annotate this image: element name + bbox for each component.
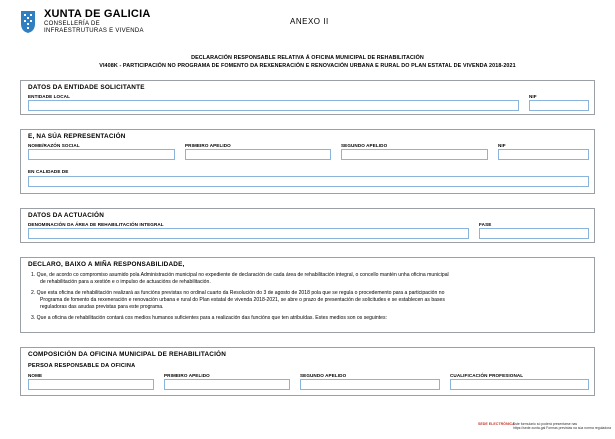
rep-capacity-label: EN CALIDADE DE [28, 169, 69, 174]
decl-item-2c: reguladoras das axudas previstas para este programa. [40, 304, 164, 310]
action-area-field[interactable] [28, 228, 469, 239]
decl-item-2a: 2. Que esta oficina de rehabilitación realizará as funcións previstas no ordinal cuarto da Resolución do 3 de agosto de 2018 pola que se regula o procedemento para a participación no [31, 290, 445, 296]
office-section [20, 347, 595, 396]
org-sub-line-2: INFRAESTRUTURAS E VIVENDA [44, 28, 144, 34]
office-name-label: NOME [28, 373, 43, 378]
office-surname2-label: SEGUNDO APELIDO [300, 373, 347, 378]
representation-section [20, 129, 595, 194]
action-section [20, 208, 595, 243]
declaration-section-title: DECLARO, BAIXO A MIÑA RESPONSABILIDADE, [28, 261, 185, 268]
footer-note [513, 422, 613, 430]
office-subtitle: PERSOA RESPONSABLE DA OFICINA [28, 363, 136, 369]
action-area-label: DENOMINACIÓN DA ÁREA DE REHABILITACIÓN INTEGRAL [28, 222, 164, 227]
rep-surname1-field[interactable] [185, 149, 331, 160]
sede-badge: SEDE ELECTRÓNICA [478, 422, 515, 426]
entity-section [20, 80, 595, 115]
action-phase-field[interactable] [479, 228, 589, 239]
rep-name-label: NOME/RAZÓN SOCIAL [28, 143, 80, 148]
org-subtitle [44, 21, 144, 35]
declaration-section [20, 257, 595, 333]
entity-section-title: DATOS DA ENTIDADE SOLICITANTE [28, 84, 145, 91]
entity-local-label: ENTIDADE LOCAL [28, 94, 70, 99]
decl-item-1b: de rehabilitación para a xestión e o impulso de actuacións de rehabilitación. [40, 279, 211, 285]
representation-section-title: E, NA SÚA REPRESENTACIÓN [28, 133, 126, 140]
doc-title-2: VI408K - PARTICIPACIÓN NO PROGRAMA DE FOMENTO DA REXENERACIÓN E RENOVACIÓN URBANA E RURAL DO PLAN ESTATAL DE VIVENDA 2018-2021 [99, 63, 516, 69]
rep-surname2-label: SEGUNDO APELIDO [341, 143, 388, 148]
action-section-title: DATOS DA ACTUACIÓN [28, 212, 105, 219]
rep-capacity-field[interactable] [28, 176, 589, 187]
org-name: XUNTA DE GALICIA [44, 8, 151, 20]
rep-surname1-label: PRIMEIRO APELIDO [185, 143, 231, 148]
entity-local-field[interactable] [28, 100, 519, 111]
doc-title-1: DECLARACIÓN RESPONSABLE RELATIVA Á OFICINA MUNICIPAL DE REHABILITACIÓN [191, 55, 424, 61]
decl-item-2b: Programa de fomento da rexeneración e renovación urbana e rural do Plan estatal de vivenda 2018-2021, se abre o prazo de presentación de solicitudes e se establecen as bases [40, 297, 445, 303]
office-surname1-field[interactable] [164, 379, 290, 390]
footer-note-2: https://sede.xunta.gal Formas previstas na súa norma reguladora [513, 426, 612, 430]
office-surname2-field[interactable] [300, 379, 440, 390]
org-sub-line-1: CONSELLERÍA DE [44, 21, 100, 27]
office-name-field[interactable] [28, 379, 154, 390]
rep-nif-field[interactable] [498, 149, 589, 160]
xunta-logo-icon [20, 10, 36, 34]
action-phase-label: FASE [479, 222, 492, 227]
annex-label: ANEXO II [290, 17, 329, 26]
office-surname1-label: PRIMEIRO APELIDO [164, 373, 210, 378]
office-qualification-field[interactable] [450, 379, 589, 390]
footer-note-1: Este formulario só poderá presentarse nas [513, 422, 578, 426]
rep-name-field[interactable] [28, 149, 175, 160]
decl-item-3: 3. Que a oficina de rehabilitación contará cos medios humanos suficientes para a realización das funcións que ten atribuídas. Estes medios son os seguintes: [31, 315, 387, 321]
office-section-title: COMPOSICIÓN DA OFICINA MUNICIPAL DE REHABILITACIÓN [28, 351, 227, 358]
decl-item-1a: 1. Que, de acordo co compromiso asumido pola Administración municipal no expediente de declaración de cada área de rehabilitación integral, o concello mantén unha oficina municipal [31, 272, 449, 278]
rep-surname2-field[interactable] [341, 149, 488, 160]
entity-nif-label: NIF [529, 94, 537, 99]
office-qualification-label: CUALIFICACIÓN PROFESIONAL [450, 373, 524, 378]
entity-nif-field[interactable] [529, 100, 589, 111]
rep-nif-label: NIF [498, 143, 506, 148]
